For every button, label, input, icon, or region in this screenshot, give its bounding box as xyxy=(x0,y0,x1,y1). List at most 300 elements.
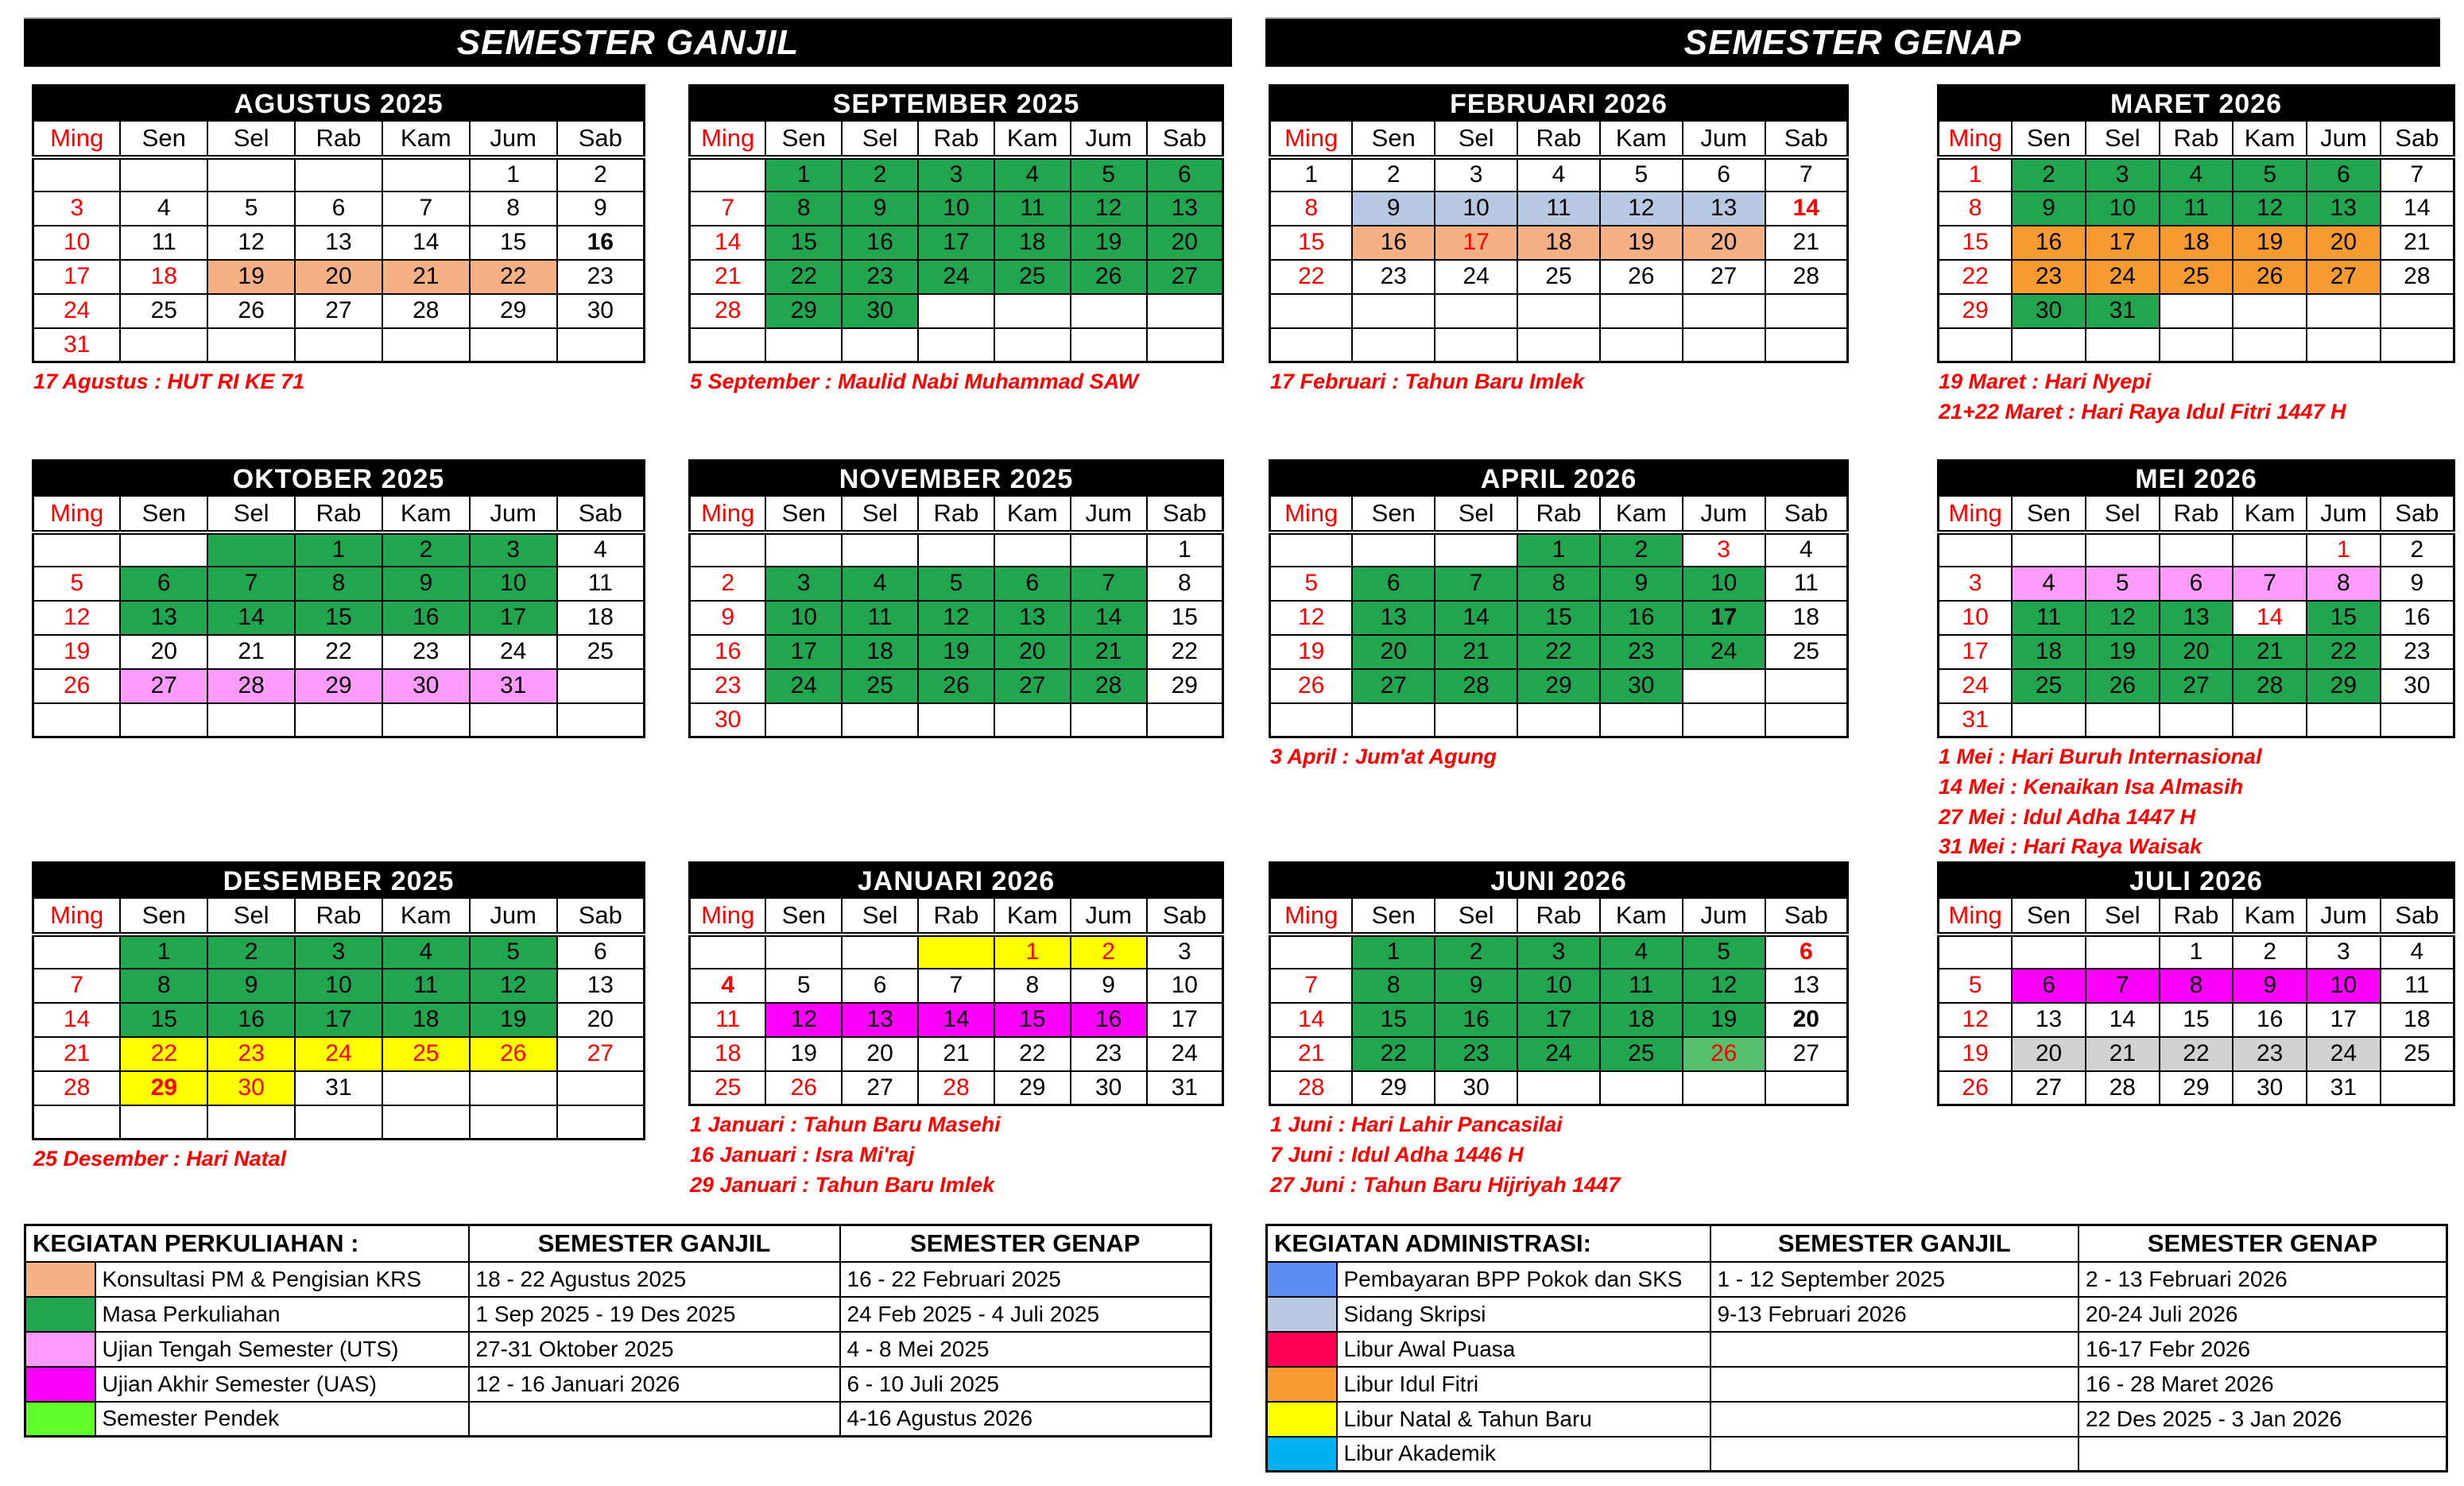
day-cell xyxy=(2233,532,2307,567)
day-cell xyxy=(33,1105,121,1140)
day-cell: 19 xyxy=(470,1003,557,1037)
holiday-note: 29 Januari : Tahun Baru Imlek xyxy=(690,1172,995,1197)
day-cell: 13 xyxy=(2012,1003,2086,1037)
day-cell: 5 xyxy=(1939,969,2013,1003)
day-cell: 5 xyxy=(1683,935,1765,969)
day-cell: 30 xyxy=(207,1071,295,1105)
week-row xyxy=(690,935,1223,969)
day-cell: 1 xyxy=(1517,532,1600,567)
month-notes xyxy=(688,369,1224,396)
week-row xyxy=(33,1037,645,1071)
day-cell xyxy=(1683,294,1765,328)
day-cell xyxy=(842,532,918,567)
day-cell: 10 xyxy=(918,192,994,226)
day-cell: 12 xyxy=(1939,1003,2013,1037)
day-cell: 28 xyxy=(918,1071,994,1105)
day-cell: 22 xyxy=(1352,1037,1435,1071)
holiday-note: 19 Maret : Hari Nyepi xyxy=(1939,370,2152,393)
day-cell: 7 xyxy=(918,969,994,1003)
legend-row xyxy=(1267,1437,2447,1472)
day-cell xyxy=(918,328,994,362)
month-notes xyxy=(688,1112,1224,1198)
week-row xyxy=(1270,294,1848,328)
legend-value-genap: 22 Des 2025 - 3 Jan 2026 xyxy=(2079,1402,2447,1437)
week-row xyxy=(1270,703,1848,737)
month-calendar-table xyxy=(32,896,645,1140)
day-cell: 7 xyxy=(1071,567,1147,601)
legend-swatch-bpp xyxy=(1267,1262,1337,1297)
day-cell: 31 xyxy=(1939,703,2013,737)
day-cell: 17 xyxy=(470,601,557,635)
day-cell xyxy=(2381,294,2454,328)
day-cell: 6 xyxy=(557,935,645,969)
day-cell: 7 xyxy=(1435,567,1517,601)
day-header-kam: Kam xyxy=(1600,496,1683,532)
day-header-rab: Rab xyxy=(918,496,994,532)
month-notes xyxy=(32,1146,645,1173)
day-cell xyxy=(765,935,842,969)
month-title: JUNI 2026 xyxy=(1269,861,1849,896)
day-cell: 27 xyxy=(994,669,1071,703)
months-grid xyxy=(32,84,2455,1202)
day-cell: 8 xyxy=(295,567,382,601)
legend-label: Libur Natal & Tahun Baru xyxy=(1337,1402,1710,1437)
legend-row xyxy=(25,1297,1211,1332)
day-cell: 24 xyxy=(470,635,557,669)
day-header-sen: Sen xyxy=(765,898,842,935)
month-title: NOVEMBER 2025 xyxy=(688,459,1224,494)
day-cell: 29 xyxy=(1147,669,1223,703)
day-cell: 8 xyxy=(120,969,207,1003)
week-row xyxy=(33,969,645,1003)
day-header-sel: Sel xyxy=(2086,898,2160,935)
day-header-jum: Jum xyxy=(470,898,557,935)
holiday-note: 27 Juni : Tahun Baru Hijriyah 1447 xyxy=(1270,1172,1621,1197)
day-cell: 22 xyxy=(2160,1037,2233,1071)
legend-value-ganjil: 27-31 Oktober 2025 xyxy=(469,1332,840,1367)
day-cell xyxy=(470,328,557,362)
day-cell: 13 xyxy=(120,601,207,635)
legend-label: Libur Idul Fitri xyxy=(1337,1367,1710,1402)
day-cell: 9 xyxy=(1600,567,1683,601)
legend-col-semester-ganjil: SEMESTER GANJIL xyxy=(469,1225,840,1262)
day-header-sab: Sab xyxy=(1765,121,1848,157)
day-cell: 16 xyxy=(842,226,918,260)
day-cell: 3 xyxy=(295,935,382,969)
day-cell: 15 xyxy=(994,1003,1071,1037)
week-row xyxy=(690,157,1223,192)
day-cell: 2 xyxy=(1071,935,1147,969)
day-cell: 28 xyxy=(1435,669,1517,703)
day-cell: 14 xyxy=(2086,1003,2160,1037)
day-cell: 19 xyxy=(1939,1037,2013,1071)
day-header-sab: Sab xyxy=(1765,496,1848,532)
day-cell: 18 xyxy=(1600,1003,1683,1037)
month-calendar-table xyxy=(1937,494,2455,738)
week-row xyxy=(1270,567,1848,601)
day-header-sel: Sel xyxy=(842,898,918,935)
day-header-sel: Sel xyxy=(842,121,918,157)
day-cell: 26 xyxy=(2086,669,2160,703)
holiday-note: 3 April : Jum'at Agung xyxy=(1270,745,1497,768)
day-cell xyxy=(382,1071,470,1105)
day-header-kam: Kam xyxy=(2233,121,2307,157)
day-cell: 9 xyxy=(1352,192,1435,226)
month-calendar-table xyxy=(32,494,645,738)
day-cell: 22 xyxy=(994,1037,1071,1071)
day-cell: 26 xyxy=(765,1071,842,1105)
day-cell: 5 xyxy=(33,567,121,601)
day-cell: 26 xyxy=(470,1037,557,1071)
day-cell xyxy=(842,328,918,362)
day-header-ming: Ming xyxy=(1270,898,1353,935)
day-header-jum: Jum xyxy=(2307,496,2381,532)
day-cell: 28 xyxy=(382,294,470,328)
day-cell xyxy=(120,1105,207,1140)
day-header-sel: Sel xyxy=(1435,898,1517,935)
day-cell: 10 xyxy=(765,601,842,635)
day-cell: 25 xyxy=(382,1037,470,1071)
day-cell xyxy=(2381,328,2454,362)
day-cell: 14 xyxy=(382,226,470,260)
day-header-kam: Kam xyxy=(1600,121,1683,157)
day-cell: 18 xyxy=(2160,226,2233,260)
day-cell: 5 xyxy=(1071,157,1147,192)
day-cell: 11 xyxy=(1600,969,1683,1003)
day-cell: 11 xyxy=(1517,192,1600,226)
day-cell: 3 xyxy=(2086,157,2160,192)
week-row xyxy=(1939,635,2454,669)
day-header-sen: Sen xyxy=(1352,898,1435,935)
day-cell: 8 xyxy=(765,192,842,226)
legend-label: Ujian Tengah Semester (UTS) xyxy=(95,1332,469,1367)
day-cell: 28 xyxy=(1071,669,1147,703)
month-oktober-2025 xyxy=(32,459,645,738)
day-cell: 12 xyxy=(33,601,121,635)
day-cell: 29 xyxy=(765,294,842,328)
day-header-kam: Kam xyxy=(994,121,1071,157)
week-row xyxy=(1939,532,2454,567)
day-cell: 8 xyxy=(994,969,1071,1003)
legend-value-genap: 2 - 13 Februari 2026 xyxy=(2079,1262,2447,1297)
month-notes xyxy=(1269,1112,1849,1198)
week-row xyxy=(690,260,1223,294)
legend-value-genap: 16-17 Febr 2026 xyxy=(2079,1332,2447,1367)
week-row xyxy=(1939,1071,2454,1105)
day-cell xyxy=(1765,1071,1848,1105)
month-calendar-table xyxy=(1937,119,2455,363)
day-cell: 15 xyxy=(295,601,382,635)
legend-label: Ujian Akhir Semester (UAS) xyxy=(95,1367,469,1402)
month-mei-2026 xyxy=(1937,459,2455,864)
day-header-sel: Sel xyxy=(2086,121,2160,157)
day-cell: 6 xyxy=(842,969,918,1003)
day-cell xyxy=(470,1105,557,1140)
day-cell xyxy=(2086,935,2160,969)
day-cell: 19 xyxy=(1270,635,1353,669)
day-cell xyxy=(918,703,994,737)
week-row xyxy=(690,294,1223,328)
day-cell xyxy=(295,1105,382,1140)
legend-value-genap: 4-16 Agustus 2026 xyxy=(840,1402,1211,1437)
day-cell xyxy=(1071,703,1147,737)
day-cell: 24 xyxy=(33,294,121,328)
legend-value-ganjil: 12 - 16 Januari 2026 xyxy=(469,1367,840,1402)
week-row xyxy=(690,226,1223,260)
day-cell xyxy=(842,703,918,737)
day-cell: 6 xyxy=(295,192,382,226)
day-cell xyxy=(557,703,645,737)
day-cell: 5 xyxy=(1600,157,1683,192)
day-cell: 10 xyxy=(1517,969,1600,1003)
month-title: APRIL 2026 xyxy=(1269,459,1849,494)
day-cell: 25 xyxy=(994,260,1071,294)
day-cell xyxy=(1517,328,1600,362)
day-cell xyxy=(33,532,121,567)
day-header-jum: Jum xyxy=(2307,898,2381,935)
day-cell: 14 xyxy=(207,601,295,635)
legend-swatch-skripsi xyxy=(1267,1297,1337,1332)
day-header-rab: Rab xyxy=(918,121,994,157)
week-row xyxy=(690,635,1223,669)
day-cell: 9 xyxy=(2381,567,2454,601)
day-header-sen: Sen xyxy=(120,898,207,935)
day-cell: 9 xyxy=(2012,192,2086,226)
day-cell xyxy=(1352,328,1435,362)
month-calendar-table xyxy=(688,896,1224,1106)
day-cell: 24 xyxy=(1939,669,2013,703)
day-cell: 13 xyxy=(1765,969,1848,1003)
holiday-note: 14 Mei : Kenaikan Isa Almasih xyxy=(1939,774,2244,799)
day-cell: 21 xyxy=(1435,635,1517,669)
week-row xyxy=(1270,669,1848,703)
week-row xyxy=(1939,935,2454,969)
day-header-sen: Sen xyxy=(120,121,207,157)
day-cell: 7 xyxy=(382,192,470,226)
day-cell: 29 xyxy=(1352,1071,1435,1105)
day-cell: 27 xyxy=(120,669,207,703)
day-cell: 1 xyxy=(1352,935,1435,969)
day-header-sen: Sen xyxy=(2012,496,2086,532)
day-cell: 28 xyxy=(1765,260,1848,294)
day-cell: 27 xyxy=(1147,260,1223,294)
legend-value-genap xyxy=(2079,1437,2447,1472)
day-cell: 2 xyxy=(2012,157,2086,192)
day-cell xyxy=(120,328,207,362)
day-cell: 6 xyxy=(2160,567,2233,601)
month-calendar-table xyxy=(32,119,645,363)
day-cell: 26 xyxy=(1939,1071,2013,1105)
day-cell: 9 xyxy=(690,601,766,635)
day-cell: 3 xyxy=(1517,935,1600,969)
day-cell xyxy=(2233,328,2307,362)
day-cell: 20 xyxy=(120,635,207,669)
day-cell: 4 xyxy=(690,969,766,1003)
day-cell: 17 xyxy=(918,226,994,260)
day-cell: 5 xyxy=(2233,157,2307,192)
day-cell: 18 xyxy=(2381,1003,2454,1037)
legend-title: KEGIATAN ADMINISTRASI: xyxy=(1267,1225,1710,1262)
week-row xyxy=(690,703,1223,737)
day-cell: 28 xyxy=(33,1071,121,1105)
day-cell: 29 xyxy=(2160,1071,2233,1105)
legend-row xyxy=(1267,1402,2447,1437)
week-row xyxy=(33,1003,645,1037)
day-cell: 4 xyxy=(2160,157,2233,192)
day-cell: 21 xyxy=(690,260,766,294)
week-row xyxy=(1939,260,2454,294)
day-cell xyxy=(2233,294,2307,328)
day-cell: 3 xyxy=(33,192,121,226)
day-cell: 22 xyxy=(1270,260,1353,294)
day-cell: 11 xyxy=(2381,969,2454,1003)
week-row xyxy=(1270,1037,1848,1071)
day-cell: 13 xyxy=(557,969,645,1003)
month-title: JULI 2026 xyxy=(1937,861,2455,896)
week-row xyxy=(690,1003,1223,1037)
day-cell: 12 xyxy=(1071,192,1147,226)
day-cell xyxy=(2307,294,2381,328)
day-header-ming: Ming xyxy=(33,121,121,157)
day-cell: 24 xyxy=(2086,260,2160,294)
day-cell: 14 xyxy=(918,1003,994,1037)
day-cell: 16 xyxy=(1071,1003,1147,1037)
day-cell: 17 xyxy=(295,1003,382,1037)
day-cell: 23 xyxy=(2233,1037,2307,1071)
day-cell: 1 xyxy=(1147,532,1223,567)
day-cell xyxy=(1352,294,1435,328)
day-cell xyxy=(207,1105,295,1140)
day-header-sen: Sen xyxy=(1352,496,1435,532)
day-cell: 13 xyxy=(1147,192,1223,226)
day-header-ming: Ming xyxy=(690,121,766,157)
day-header-ming: Ming xyxy=(690,898,766,935)
holiday-note: 1 Juni : Hari Lahir Pancasilai xyxy=(1270,1113,1563,1136)
day-cell xyxy=(1435,703,1517,737)
day-cell xyxy=(1683,703,1765,737)
month-juni-2026 xyxy=(1269,861,1849,1202)
day-cell xyxy=(918,294,994,328)
day-cell: 19 xyxy=(1071,226,1147,260)
month-juli-2026 xyxy=(1937,861,2455,1106)
day-cell: 3 xyxy=(1435,157,1517,192)
day-header-rab: Rab xyxy=(2160,121,2233,157)
day-cell: 29 xyxy=(994,1071,1071,1105)
day-cell: 11 xyxy=(842,601,918,635)
month-desember-2025 xyxy=(32,861,645,1176)
day-header-sen: Sen xyxy=(120,496,207,532)
day-cell: 23 xyxy=(690,669,766,703)
day-cell: 22 xyxy=(120,1037,207,1071)
month-november-2025 xyxy=(688,459,1224,738)
day-header-sel: Sel xyxy=(2086,496,2160,532)
day-cell: 21 xyxy=(33,1037,121,1071)
day-header-sab: Sab xyxy=(557,898,645,935)
holiday-note: 27 Mei : Idul Adha 1447 H xyxy=(1939,804,2196,829)
day-cell: 1 xyxy=(1270,157,1353,192)
day-cell xyxy=(994,532,1071,567)
day-cell: 7 xyxy=(1270,969,1353,1003)
day-cell xyxy=(1352,532,1435,567)
day-cell: 15 xyxy=(765,226,842,260)
day-cell: 8 xyxy=(2307,567,2381,601)
day-cell: 25 xyxy=(2012,669,2086,703)
day-cell: 27 xyxy=(2307,260,2381,294)
day-cell xyxy=(1600,294,1683,328)
day-cell: 2 xyxy=(1352,157,1435,192)
day-header-sab: Sab xyxy=(1765,898,1848,935)
day-cell xyxy=(470,703,557,737)
day-cell: 1 xyxy=(295,532,382,567)
day-cell: 4 xyxy=(1600,935,1683,969)
day-cell: 11 xyxy=(690,1003,766,1037)
day-cell xyxy=(207,703,295,737)
day-cell: 9 xyxy=(207,969,295,1003)
day-cell xyxy=(918,532,994,567)
legend-value-ganjil xyxy=(1710,1437,2079,1472)
day-cell: 22 xyxy=(765,260,842,294)
day-cell: 9 xyxy=(842,192,918,226)
day-cell xyxy=(1765,328,1848,362)
day-cell: 25 xyxy=(120,294,207,328)
day-cell: 29 xyxy=(1517,669,1600,703)
day-cell: 3 xyxy=(765,567,842,601)
day-cell xyxy=(120,532,207,567)
day-cell: 29 xyxy=(470,294,557,328)
day-cell: 3 xyxy=(2307,935,2381,969)
legend-label: Masa Perkuliahan xyxy=(95,1297,469,1332)
day-cell: 11 xyxy=(1765,567,1848,601)
day-cell xyxy=(2307,328,2381,362)
day-cell xyxy=(207,157,295,192)
day-header-kam: Kam xyxy=(382,496,470,532)
month-title: OKTOBER 2025 xyxy=(32,459,645,494)
day-cell: 27 xyxy=(1765,1037,1848,1071)
day-cell: 17 xyxy=(2086,226,2160,260)
day-cell: 28 xyxy=(2086,1071,2160,1105)
day-cell: 24 xyxy=(2307,1037,2381,1071)
day-cell: 20 xyxy=(1352,635,1435,669)
day-cell: 19 xyxy=(33,635,121,669)
day-header-rab: Rab xyxy=(295,898,382,935)
day-cell xyxy=(207,328,295,362)
month-agustus-2025 xyxy=(32,84,645,399)
day-cell: 23 xyxy=(557,260,645,294)
day-cell: 17 xyxy=(765,635,842,669)
day-cell: 28 xyxy=(207,669,295,703)
day-cell: 27 xyxy=(2012,1071,2086,1105)
month-calendar-table xyxy=(1269,494,1849,738)
day-header-jum: Jum xyxy=(1071,496,1147,532)
day-header-sab: Sab xyxy=(2381,496,2454,532)
legend-swatch-akademik xyxy=(1267,1437,1337,1472)
day-cell: 4 xyxy=(994,157,1071,192)
day-cell: 16 xyxy=(1600,601,1683,635)
day-cell: 30 xyxy=(1435,1071,1517,1105)
day-header-kam: Kam xyxy=(994,496,1071,532)
legend-swatch-uas xyxy=(25,1367,95,1402)
day-cell xyxy=(120,157,207,192)
month-notes xyxy=(1937,744,2455,861)
day-cell: 13 xyxy=(2160,601,2233,635)
week-row xyxy=(33,635,645,669)
day-header-kam: Kam xyxy=(2233,898,2307,935)
week-row xyxy=(33,1105,645,1140)
holiday-note: 17 Agustus : HUT RI KE 71 xyxy=(33,370,305,393)
week-row xyxy=(33,601,645,635)
day-header-ming: Ming xyxy=(1270,496,1353,532)
day-cell: 7 xyxy=(2381,157,2454,192)
